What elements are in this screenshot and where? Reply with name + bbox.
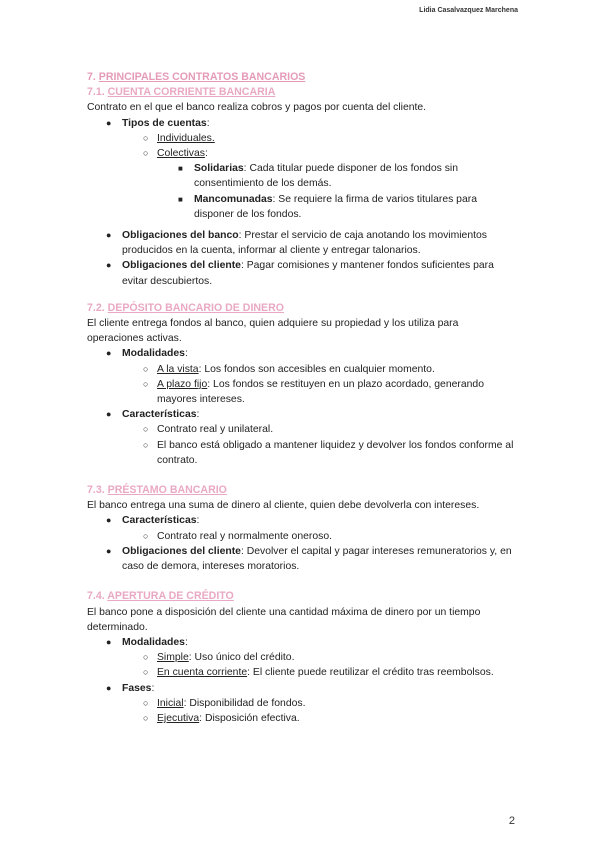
list-item: ○ Colectivas:: [87, 146, 517, 161]
bullet-circle-icon: ○: [143, 530, 149, 541]
list-item: ● Características:: [87, 407, 517, 422]
bullet-dot-icon: ●: [106, 260, 112, 271]
bullet-dot-icon: ●: [106, 230, 112, 241]
list-item: ● Obligaciones del cliente: Devolver el capital y pagar intereses remuneratorios y, en caso de demora, intereses moratorios.: [106, 545, 512, 573]
bullet-circle-icon: ○: [143, 378, 149, 389]
list-item: ● Obligaciones del banco: Prestar el servicio de caja anotando los movimientos producidos en la cuenta, informar al cliente y entregar talonarios.: [106, 230, 487, 257]
bullet-circle-icon: ○: [143, 132, 149, 143]
bullet-circle-icon: ○: [143, 363, 149, 374]
section-7-3-heading: 7.3. PRÉSTAMO BANCARIO: [87, 484, 227, 497]
list-item: ● Tipos de cuentas:: [87, 116, 517, 131]
bullet-dot-icon: ●: [106, 545, 112, 556]
page-number: 2: [508, 815, 515, 827]
list-item: ■ Solidarias: Cada titular puede disponer de los fondos sin consentimiento de los demás.: [178, 163, 458, 190]
section-7-1-intro: Contrato en el que el banco realiza cobros y pagos por cuenta del cliente.: [87, 102, 427, 114]
list-item: ○ Contrato real y unilateral.: [87, 422, 517, 437]
section-7-3-title: PRÉSTAMO BANCARIO: [107, 484, 227, 497]
section-7-heading: 7. PRINCIPALES CONTRATOS BANCARIOS: [87, 71, 306, 83]
document-body: [87, 70, 517, 726]
list-item: ■ Mancomunadas: Se requiere la firma de varios titulares para disponer de los fondos.: [178, 193, 477, 220]
list-item: ● Obligaciones del cliente: Pagar comisiones y mantener fondos suficientes para evitar descubiertos.: [106, 260, 494, 287]
author-name: Lidia Casalvazquez Marchena: [419, 7, 518, 14]
bullet-circle-icon: ○: [143, 424, 149, 435]
bullet-dot-icon: ●: [106, 117, 112, 128]
list-item: ○ Individuales.: [87, 131, 517, 146]
section-7-4-heading: 7.4. APERTURA DE CRÉDITO: [87, 590, 234, 603]
bullet-circle-icon: ○: [143, 148, 149, 159]
list-item: ● Características:: [87, 513, 517, 528]
section-7-3-intro: El banco entrega una suma de dinero al cliente, quien debe devolverla con intereses.: [87, 500, 480, 512]
section-7-2-title: DEPÓSITO BANCARIO DE DINERO: [107, 301, 285, 314]
bullet-dot-icon: ●: [106, 348, 112, 359]
list-item: ● Modalidades:: [87, 346, 517, 361]
bullet-square-icon: ■: [178, 164, 183, 174]
bullet-circle-icon: ○: [143, 652, 149, 663]
list-item: ○ Inicial: Disponibilidad de fondos.: [87, 696, 517, 711]
bullet-dot-icon: ●: [106, 636, 112, 647]
list-item: ○ Simple: Uso único del crédito.: [87, 650, 517, 665]
list-item: ○ En cuenta corriente: El cliente puede reutilizar el crédito tras reembolsos.: [87, 665, 517, 680]
section-7-4-intro: El banco pone a disposición del cliente una cantidad máxima de dinero por un tiempo determinado.: [87, 606, 481, 633]
bullet-dot-icon: ●: [106, 515, 112, 526]
bullet-circle-icon: ○: [143, 439, 149, 450]
bullet-circle-icon: ○: [143, 697, 149, 708]
list-item: ○ Ejecutiva: Disposición efectiva.: [87, 711, 517, 726]
section-7-1-title: CUENTA CORRIENTE BANCARIA: [107, 86, 276, 99]
section-7-4-title: APERTURA DE CRÉDITO: [107, 590, 234, 603]
section-7-1-heading: 7.1. CUENTA CORRIENTE BANCARIA: [87, 86, 276, 99]
bullet-dot-icon: ●: [106, 682, 112, 693]
list-item: ○ Contrato real y normalmente oneroso.: [87, 529, 517, 544]
section-7-2-heading: 7.2. DEPÓSITO BANCARIO DE DINERO: [87, 301, 285, 314]
bullet-circle-icon: ○: [143, 667, 149, 678]
list-item: ○ A plazo fijo: Los fondos se restituyen en un plazo acordado, generando mayores intereses.: [143, 378, 484, 406]
list-item: ● Fases:: [87, 681, 517, 696]
bullet-circle-icon: ○: [143, 712, 149, 723]
list-item: ○ A la vista: Los fondos son accesibles en cualquier momento.: [87, 362, 517, 377]
section-7-title: PRINCIPALES CONTRATOS BANCARIOS: [98, 71, 306, 83]
list-item: ○ El banco está obligado a mantener liquidez y devolver los fondos conforme al contrato.: [143, 439, 514, 466]
list-item: ● Modalidades:: [87, 635, 517, 650]
bullet-dot-icon: ●: [106, 409, 112, 420]
section-7-2-intro: El cliente entrega fondos al banco, quien adquiere su propiedad y los utiliza para operaciones activas.: [87, 318, 459, 345]
bullet-square-icon: ■: [178, 194, 183, 204]
